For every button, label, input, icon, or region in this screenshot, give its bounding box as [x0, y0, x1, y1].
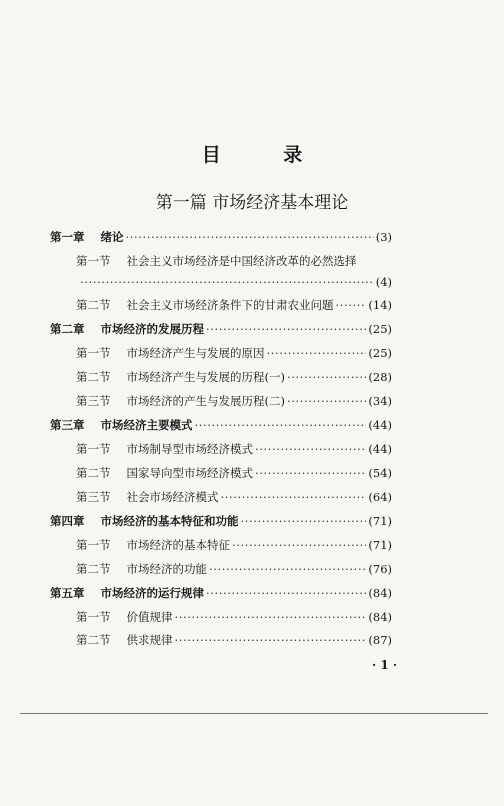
- toc-section: [76, 441, 392, 457]
- toc-chapter-number: 第二章: [50, 322, 85, 336]
- toc-section-number: 第三节: [76, 394, 111, 408]
- dot-leader: [287, 370, 366, 384]
- toc-page-number: (44): [368, 418, 392, 432]
- dot-leader: [80, 275, 374, 289]
- dot-leader: [267, 346, 367, 360]
- dot-leader: [175, 633, 367, 647]
- toc-section-number: 第二节: [76, 562, 111, 576]
- toc-section: [76, 297, 392, 313]
- toc-page-number: (4): [375, 275, 392, 289]
- toc-section-number: 第一节: [76, 538, 111, 552]
- toc-page-number: (34): [368, 394, 392, 408]
- toc-page-number: (3): [375, 230, 392, 244]
- toc-section-title: 供求规律: [126, 633, 173, 647]
- toc-page-number: (25): [368, 346, 392, 360]
- dot-leader: [195, 418, 367, 432]
- toc-section-title: 市场经济产生与发展的历程(一): [126, 370, 285, 384]
- toc-section-number: 第二节: [76, 633, 111, 647]
- toc-section-number: 第二节: [76, 466, 111, 480]
- toc-section-number: 第二节: [76, 370, 111, 384]
- toc-page-number: (64): [368, 490, 392, 504]
- toc-section-title: 市场经济的基本特征: [126, 538, 230, 552]
- toc-section: [76, 489, 392, 505]
- toc-section-number: 第一节: [76, 442, 111, 456]
- dot-leader: [175, 610, 367, 624]
- dot-leader: [206, 322, 366, 336]
- toc-chapter-number: 第五章: [50, 586, 85, 600]
- toc-page-number: (14): [368, 298, 392, 312]
- toc-page-number: (44): [368, 442, 392, 456]
- toc-section: [76, 609, 392, 625]
- toc-section-number: 第一节: [76, 346, 111, 360]
- dot-leader: [255, 466, 366, 480]
- toc-section-number: 第一节: [76, 610, 111, 624]
- toc-section-title: 市场制导型市场经济模式: [126, 442, 253, 456]
- toc-chapter: [50, 513, 392, 529]
- toc-section: [76, 369, 392, 385]
- toc-section-title: 国家导向型市场经济模式: [126, 466, 253, 480]
- toc-section-number: 第二节: [76, 298, 111, 312]
- toc-page-number: (76): [368, 562, 392, 576]
- toc-chapter: [50, 321, 392, 337]
- toc-chapter-number: 第四章: [50, 514, 85, 528]
- footer-page-number: · 1 ·: [372, 658, 398, 672]
- toc-chapter-title: 市场经济主要模式: [100, 418, 193, 432]
- dot-leader: [287, 394, 366, 408]
- dot-leader: [336, 298, 367, 312]
- toc-section-title: 社会主义市场经济是中国经济改革的必然选择: [126, 254, 357, 268]
- dot-leader: [206, 586, 366, 600]
- toc-chapter-title: 市场经济的基本特征和功能: [100, 514, 239, 528]
- toc-section-number: 第三节: [76, 490, 111, 504]
- toc-page-number: (84): [368, 586, 392, 600]
- dot-leader: [209, 562, 366, 576]
- toc-section-continuation: [80, 275, 392, 289]
- dot-leader: [221, 490, 367, 504]
- toc-chapter-title: 绪论: [100, 230, 124, 244]
- toc-page-number: (71): [368, 514, 392, 528]
- toc-section-title: 社会主义市场经济条件下的甘肃农业问题: [126, 298, 334, 312]
- dot-leader: [241, 514, 367, 528]
- toc-chapter: [50, 229, 392, 245]
- toc-section-number: 第一节: [76, 254, 111, 268]
- toc-section: [76, 465, 392, 481]
- toc-page-number: (84): [368, 610, 392, 624]
- toc-section-title: 市场经济产生与发展的原因: [126, 346, 265, 360]
- toc-section: [76, 632, 392, 648]
- toc-section: [76, 393, 392, 409]
- toc-chapter: [50, 417, 392, 433]
- toc-section: [76, 345, 392, 361]
- toc-chapter-number: 第三章: [50, 418, 85, 432]
- toc-section-title: 社会市场经济模式: [126, 490, 219, 504]
- dot-leader: [255, 442, 366, 456]
- dot-leader: [126, 230, 374, 244]
- page-edge-line: [20, 713, 488, 714]
- toc-section-title: 价值规律: [126, 610, 173, 624]
- toc-section: [76, 561, 392, 577]
- part-heading: 第一篇 市场经济基本理论: [155, 193, 349, 213]
- toc-chapter-number: 第一章: [50, 230, 85, 244]
- page-title: 目 录: [201, 144, 331, 166]
- toc-page-number: (71): [368, 538, 392, 552]
- toc-page-number: (87): [368, 633, 392, 647]
- toc-section: [76, 253, 392, 269]
- toc-page-number: (25): [368, 322, 392, 336]
- toc-chapter-title: 市场经济的发展历程: [100, 322, 204, 336]
- toc-page-number: (28): [368, 370, 392, 384]
- toc-chapter: [50, 585, 392, 601]
- toc-page-number: (54): [368, 466, 392, 480]
- toc-chapter-title: 市场经济的运行规律: [100, 586, 204, 600]
- toc-section-title: 市场经济的功能: [126, 562, 207, 576]
- toc-section-title: 市场经济的产生与发展历程(二): [126, 394, 285, 408]
- toc-section: [76, 537, 392, 553]
- dot-leader: [232, 538, 366, 552]
